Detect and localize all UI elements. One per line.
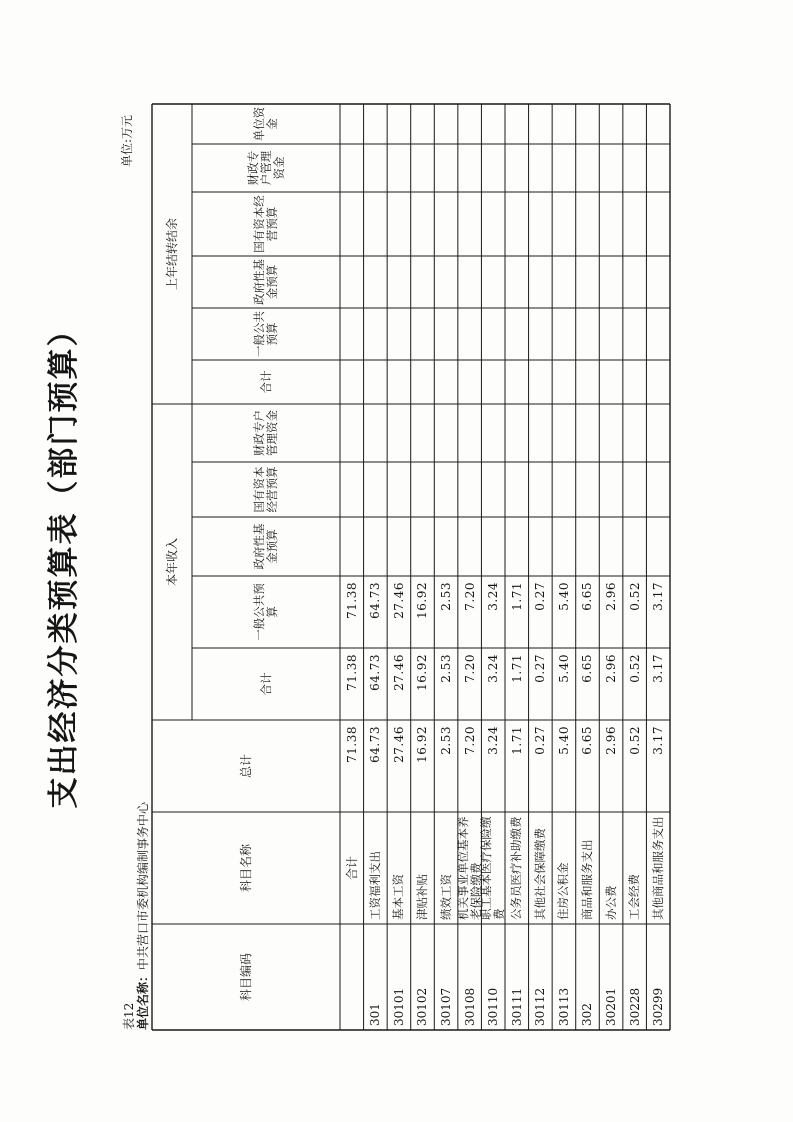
row-total: 71.38 xyxy=(344,726,359,763)
header-carryover-unit-fund: 单位资金 xyxy=(252,106,279,142)
row-current-subtotal: 6.65 xyxy=(580,654,595,683)
row-total: 3.17 xyxy=(651,726,666,755)
row-name: 住房公积金 xyxy=(556,862,571,920)
table-number: 表12 xyxy=(122,1002,136,1030)
row-current-general: 3.24 xyxy=(486,582,501,611)
row-current-subtotal: 3.17 xyxy=(651,654,666,683)
row-name: 合计 xyxy=(344,856,359,881)
row-current-general: 64.73 xyxy=(368,582,383,619)
unit-name-value: 中共营口市委机构编制事务中心 xyxy=(136,801,150,970)
row-code: 30107 xyxy=(439,987,454,1026)
row-name: 津贴补贴 xyxy=(414,874,429,920)
header-current-state-capital: 国有资本经营预算 xyxy=(252,466,279,513)
row-current-subtotal: 0.52 xyxy=(627,654,642,683)
row-name: 其他商品和服务支出 xyxy=(650,816,665,920)
row-current-subtotal: 27.46 xyxy=(391,654,406,691)
header-carryover-subtotal: 合计 xyxy=(258,370,273,394)
row-total: 3.24 xyxy=(486,726,501,755)
row-current-subtotal: 3.24 xyxy=(486,654,501,683)
row-total: 2.53 xyxy=(439,726,454,755)
row-current-general: 16.92 xyxy=(415,582,430,619)
row-current-general: 0.52 xyxy=(627,582,642,611)
header-code: 科目编码 xyxy=(239,953,253,1002)
header-carryover-fund: 政府性基金预算 xyxy=(252,259,279,305)
header-total: 总计 xyxy=(239,754,253,779)
row-code: 30108 xyxy=(462,987,477,1026)
row-name: 基本工资 xyxy=(391,874,406,920)
row-total: 64.73 xyxy=(368,726,383,763)
row-current-subtotal: 7.20 xyxy=(462,654,477,683)
row-code: 30102 xyxy=(415,987,430,1026)
row-current-subtotal: 2.53 xyxy=(439,654,454,683)
row-name: 其他社会保障缴费 xyxy=(532,828,547,920)
row-code: 30112 xyxy=(533,987,548,1026)
row-current-subtotal: 64.73 xyxy=(368,654,383,691)
row-code: 30228 xyxy=(627,987,642,1026)
page-title: 支出经济分类预算表（部门预算） xyxy=(46,313,82,809)
row-current-subtotal: 0.27 xyxy=(533,654,548,683)
row-code: 30299 xyxy=(651,987,666,1026)
row-code: 30110 xyxy=(486,987,501,1026)
row-code: 302 xyxy=(580,1003,595,1026)
row-code: 30201 xyxy=(604,987,619,1026)
row-code: 30113 xyxy=(556,987,571,1026)
row-name: 公务员医疗补助缴费 xyxy=(509,816,524,920)
header-carryover-special: 财政专户管理资金 xyxy=(245,150,286,186)
row-code: 30101 xyxy=(391,987,406,1026)
row-current-general: 6.65 xyxy=(580,582,595,611)
header-carryover: 上年结转结余 xyxy=(165,218,179,291)
row-current-general: 5.40 xyxy=(556,582,571,611)
row-name: 绩效工资 xyxy=(438,874,453,920)
row-current-general: 0.27 xyxy=(533,582,548,611)
row-total: 27.46 xyxy=(391,726,406,763)
header-current-year: 本年收入 xyxy=(165,538,179,587)
header-carryover-state-capital: 国有资本经营预算 xyxy=(252,195,279,253)
row-total: 7.20 xyxy=(462,726,477,755)
unit-name-label: 单位名称： xyxy=(136,969,150,1030)
row-current-subtotal: 16.92 xyxy=(415,654,430,691)
row-total: 2.96 xyxy=(604,726,619,755)
row-current-general: 2.96 xyxy=(604,582,619,611)
row-current-general: 1.71 xyxy=(509,582,524,611)
row-current-general: 71.38 xyxy=(344,582,359,619)
row-current-subtotal: 2.96 xyxy=(604,654,619,683)
header-name: 科目名称 xyxy=(239,844,253,893)
row-code: 301 xyxy=(368,1003,383,1026)
row-current-subtotal: 5.40 xyxy=(556,654,571,683)
row-name: 办公费 xyxy=(603,885,618,920)
row-name: 工会经费 xyxy=(627,874,642,920)
currency-unit-label: 单位:万元 xyxy=(120,114,134,167)
header-current-fund: 政府性基金预算 xyxy=(252,523,279,570)
row-current-general: 7.20 xyxy=(462,582,477,611)
row-current-general: 2.53 xyxy=(439,582,454,611)
row-current-subtotal: 71.38 xyxy=(344,654,359,691)
row-code: 30111 xyxy=(509,987,524,1026)
row-current-general: 3.17 xyxy=(651,582,666,611)
row-current-subtotal: 1.71 xyxy=(509,654,524,683)
row-total: 16.92 xyxy=(415,726,430,763)
row-code xyxy=(340,924,364,1030)
row-name: 工资福利支出 xyxy=(367,851,382,920)
header-current-special: 财政专户管理资金 xyxy=(252,410,279,456)
row-name: 机关事业单位基本养老保险缴费 xyxy=(455,816,483,920)
row-total: 0.52 xyxy=(627,726,642,755)
row-name: 职工基本医疗保险缴费 xyxy=(479,816,507,920)
row-total: 0.27 xyxy=(533,726,548,755)
row-total: 6.65 xyxy=(580,726,595,755)
row-total: 1.71 xyxy=(509,726,524,755)
header-current-general: 一般公共预算 xyxy=(252,583,279,641)
row-current-general: 27.46 xyxy=(391,582,406,619)
header-current-subtotal: 合计 xyxy=(258,672,273,696)
row-name: 商品和服务支出 xyxy=(579,839,594,920)
header-carryover-general: 一般公共预算 xyxy=(252,311,279,357)
row-total: 5.40 xyxy=(556,726,571,755)
